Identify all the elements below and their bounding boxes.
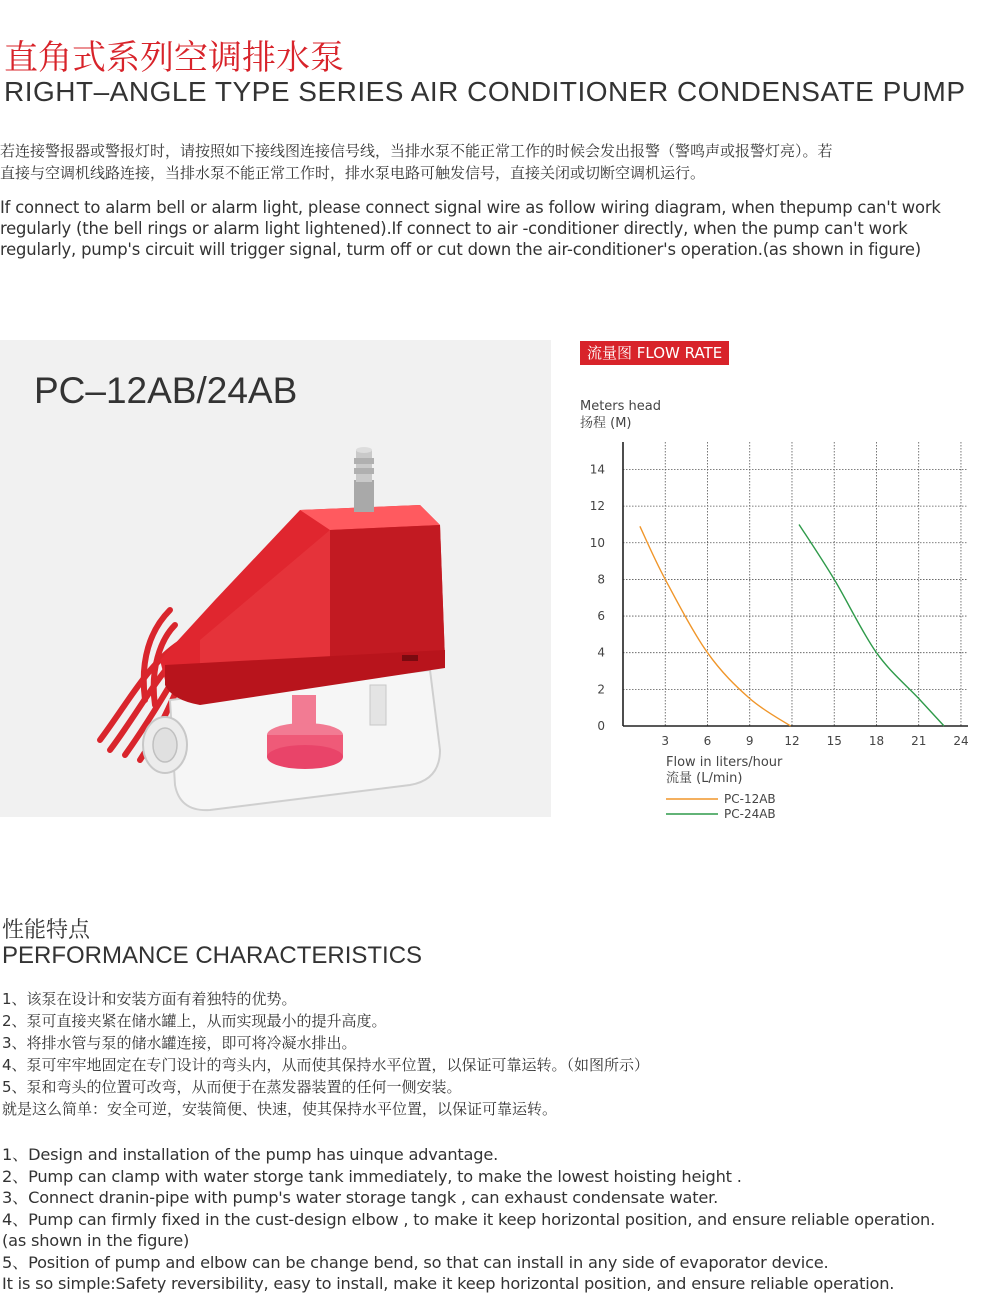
performance-item-cn: 3、将排水管与泵的储水罐连接，即可将冷凝水排出。	[2, 1034, 357, 1052]
page-title-en: RIGHT–ANGLE TYPE SERIES AIR CONDITIONER CONDENSATE PUMP	[4, 76, 966, 107]
flow-rate-tag: 流量图 FLOW RATE	[580, 341, 729, 365]
intro-en-line: If connect to alarm bell or alarm light, please connect signal wire as follow wiring diagram, when thepump can't work	[0, 198, 941, 217]
chart-xlabel-en: Flow in liters/hour	[666, 755, 783, 770]
performance-item-cn: 1、该泵在设计和安装方面有着独特的优势。	[2, 990, 297, 1008]
intro-cn-line: 若连接警报器或警报灯时，请按照如下接线图连接信号线，当排水泵不能正常工作的时候会发出报警（警鸣声或报警灯亮）。若	[0, 142, 833, 160]
performance-item-en: 1、Design and installation of the pump has uinque advantage.	[2, 1145, 499, 1164]
intro-cn	[0, 140, 945, 184]
intro-en	[0, 197, 941, 260]
chart-ylabel-en: Meters head	[580, 399, 662, 414]
intro-en-line: regularly (the bell rings or alarm light lightened).If connect to air -conditioner directly, when the pump can't work	[0, 219, 908, 238]
performance-item-en: 2、Pump can clamp with water storge tank immediately, to make the lowest hoisting height .	[2, 1166, 742, 1186]
series-line-pc-12ab	[640, 526, 791, 726]
performance-item-cn: 4、泵可牢牢地固定在专门设计的弯头内，从而使其保持水平位置，以保证可靠运转。（如图所示）	[2, 1056, 650, 1074]
pump-nozzle	[354, 447, 374, 512]
product-panel	[0, 340, 551, 817]
performance-item-en: 5、Position of pump and elbow can be change bend, so that can install in any side of evaporator device.	[2, 1252, 829, 1272]
performance-list-cn	[2, 988, 649, 1120]
flow-rate-chart	[560, 390, 1000, 830]
y-tick-label: 0	[597, 719, 605, 733]
x-tick-label: 9	[745, 734, 754, 748]
y-tick-label: 6	[597, 609, 605, 624]
y-tick-label: 8	[597, 572, 605, 587]
intro-en-line: regularly, pump's circuit will trigger signal, turm off or cut down the air-conditioner's operation.(as shown in figure)	[0, 240, 921, 259]
performance-list-en	[2, 1144, 935, 1295]
y-tick-label: 10	[589, 535, 605, 550]
intro-cn-line: 直接与空调机线路连接，当排水泵不能正常工作时，排水泵电路可触发信号，直接关闭或切断空调机运行。	[0, 164, 706, 182]
legend-label: PC-12AB	[724, 792, 776, 806]
performance-item-en: 4、Pump can firmly fixed in the cust-design elbow , to make it keep horizontal position, and ensure reliable operation.	[2, 1209, 936, 1229]
x-tick-label: 12	[784, 734, 800, 748]
x-tick-label: 21	[911, 734, 927, 748]
x-tick-label: 15	[826, 734, 842, 748]
model-label: PC–12AB/24AB	[34, 370, 298, 411]
performance-summary-en: It is so simple:Safety reversibility, easy to install, make it keep horizontal position, and ensure reliable operation.	[2, 1274, 895, 1293]
performance-item-en: 3、Connect dranin-pipe with pump's water storage tangk , can exhaust condensate water.	[2, 1188, 719, 1207]
x-tick-label: 6	[703, 734, 712, 748]
performance-summary-cn: 就是这么简单：安全可逆，安装简便、快速，使其保持水平位置，以保证可靠运转。	[2, 1100, 558, 1118]
legend-label: PC-24AB	[724, 807, 776, 821]
x-tick-label: 24	[953, 734, 969, 748]
chart-ylabel-cn: 扬程 (M)	[580, 416, 632, 431]
y-tick-label: 4	[597, 645, 605, 660]
y-tick-label: 2	[597, 682, 605, 697]
page-title-cn: 直角式系列空调排水泵	[4, 38, 344, 78]
x-tick-label: 3	[661, 734, 670, 748]
x-tick-label: 18	[868, 734, 885, 748]
chart-xlabel-cn: 流量 (L/min)	[666, 771, 743, 786]
series-line-pc-24ab	[799, 524, 944, 726]
performance-item-cn: 5、泵和弯头的位置可改弯，从而便于在蒸发器装置的任何一侧安装。	[2, 1078, 462, 1096]
performance-heading-cn: 性能特点	[2, 918, 91, 943]
performance-item-en: (as shown in the figure)	[2, 1231, 190, 1250]
performance-heading-en: PERFORMANCE CHARACTERISTICS	[2, 942, 423, 969]
y-tick-label: 12	[589, 499, 605, 514]
y-tick-label: 14	[589, 462, 605, 477]
performance-item-cn: 2、泵可直接夹紧在储水罐上，从而实现最小的提升高度。	[2, 1012, 387, 1030]
